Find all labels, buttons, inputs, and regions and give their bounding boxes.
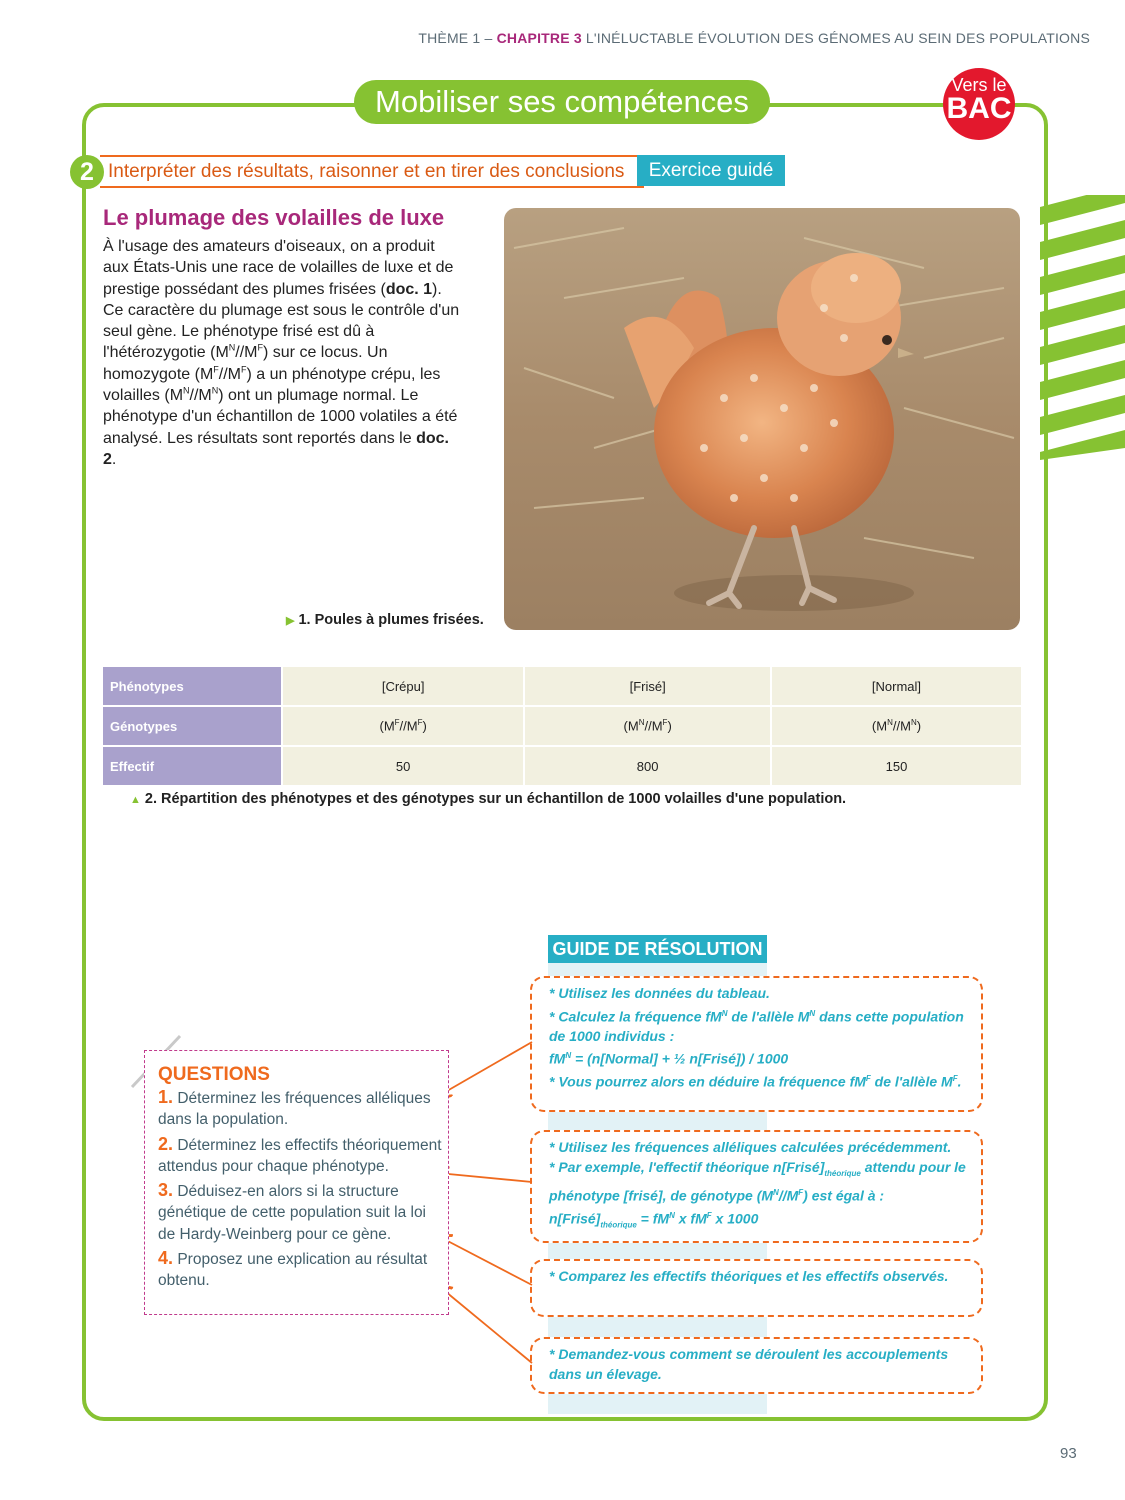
hint-box-3: * Comparez les effectifs théoriques et les effectifs observés. bbox=[530, 1259, 983, 1317]
table-cell: [Frisé] bbox=[525, 667, 770, 705]
table-cell: $(M^N//M^N)$ bbox=[772, 707, 1021, 745]
table-cell: [Crépu] bbox=[283, 667, 523, 705]
caption-arrow-icon: ▶ bbox=[286, 615, 295, 627]
hint-box-4: * Demandez-vous comment se déroulent les accouplements dans un élevage. bbox=[530, 1337, 983, 1394]
doc1-reference: doc. 1 bbox=[385, 280, 433, 298]
article-title: Le plumage des volailles de luxe bbox=[103, 205, 445, 230]
chapter-title: L'INÉLUCTABLE ÉVOLUTION DES GÉNOMES AU SEIN DES POPULATIONS bbox=[585, 30, 1090, 46]
question-item: 1. Déterminez les fréquences alléliques dans la population. bbox=[158, 1087, 431, 1129]
doc2-reference: doc. 2 bbox=[103, 429, 449, 468]
caption-arrow-icon: ▲ bbox=[130, 794, 141, 806]
chapter-label: CHAPITRE 3 bbox=[496, 30, 582, 46]
question-item: 3. Déduisez-en alors si la structure génétique de cette population suit la loi de Hardy-Weinberg pour ce gène. bbox=[158, 1180, 427, 1243]
article-body: À l'usage des amateurs d'oiseaux, on a produit aux États-Unis une race de volailles de luxe et de prestige possédant des plumes frisées (doc. 1). Ce caractère du plumage est sous le contrôle d'un seul gène. Le phénotype frisé est dû à l'hétérozygotie $(M^N//M^F)$ sur ce locus. Un homozygote $(M^F//M^F)$ a un phénotype crépu, les volailles $(M^N//M^N)$ ont un plumage normal. Le phénotype d'un échantillon de 1000 volatiles a été analysé. Les résultats sont reportés dans le doc. 2. bbox=[103, 238, 460, 468]
table-row-header: Génotypes bbox=[103, 707, 281, 745]
questions-title: QUESTIONS bbox=[158, 1064, 270, 1085]
figure1-caption: ▶ 1. Poules à plumes frisées. bbox=[286, 612, 484, 628]
page-number: 93 bbox=[1060, 1445, 1077, 1462]
guide-title: GUIDE DE RÉSOLUTION bbox=[548, 935, 767, 963]
table-cell: 800 bbox=[525, 747, 770, 785]
question-item: 4. Proposez une explication au résultat obtenu. bbox=[158, 1248, 428, 1290]
question-item: 2. Déterminez les effectifs théoriquement attendus pour chaque phénotype. bbox=[158, 1133, 442, 1175]
banner-title: Mobiliser ses compétences bbox=[354, 80, 770, 124]
table-cell: $(M^N//M^F)$ bbox=[525, 707, 770, 745]
table-cell: [Normal] bbox=[772, 667, 1021, 705]
guided-exercise-tag: Exercice guidé bbox=[637, 155, 785, 186]
badge-line1: Vers le bbox=[951, 75, 1007, 95]
theme-label: THÈME 1 – bbox=[418, 30, 493, 46]
table-cell: 150 bbox=[772, 747, 1021, 785]
table-cell: 50 bbox=[283, 747, 523, 785]
figure2-caption: ▲ 2. Répartition des phénotypes et des génotypes sur un échantillon de 1000 volailles d'une population. bbox=[130, 791, 847, 807]
table-cell: $(M^F//M^F)$ bbox=[283, 707, 523, 745]
table-row-header: Phénotypes bbox=[103, 667, 281, 705]
badge-line2: BAC bbox=[946, 92, 1012, 125]
hint-box-1: * Utilisez les données du tableau. * Calculez la fréquence $fM^N$ de l'allèle $M^N$ dans cette population de 1000 individus : $fM^N$ = (n[Normal] + ½ n[Frisé]) / 1000 * Vous pourrez alors en déduire la fréquence $fM^F$ de l'allèle $M^F$. bbox=[530, 976, 983, 1112]
section-title: Interpréter des résultats, raisonner et en tirer des conclusions bbox=[100, 155, 644, 188]
section-number: 2 bbox=[70, 155, 104, 189]
questions-list bbox=[158, 1087, 443, 1295]
hint-box-2: * Utilisez les fréquences alléliques calculées précédemment. * Par exemple, l'effectif théorique $n[Frisé]_{théorique}$ attendu pour le phénotype [frisé], de génotype $(M^N//M^F)$ est égal à : $n[Frisé]_{théorique} = fM^N$ x $fM^F$ x 1000 bbox=[530, 1130, 983, 1243]
table-row-header: Effectif bbox=[103, 747, 281, 785]
